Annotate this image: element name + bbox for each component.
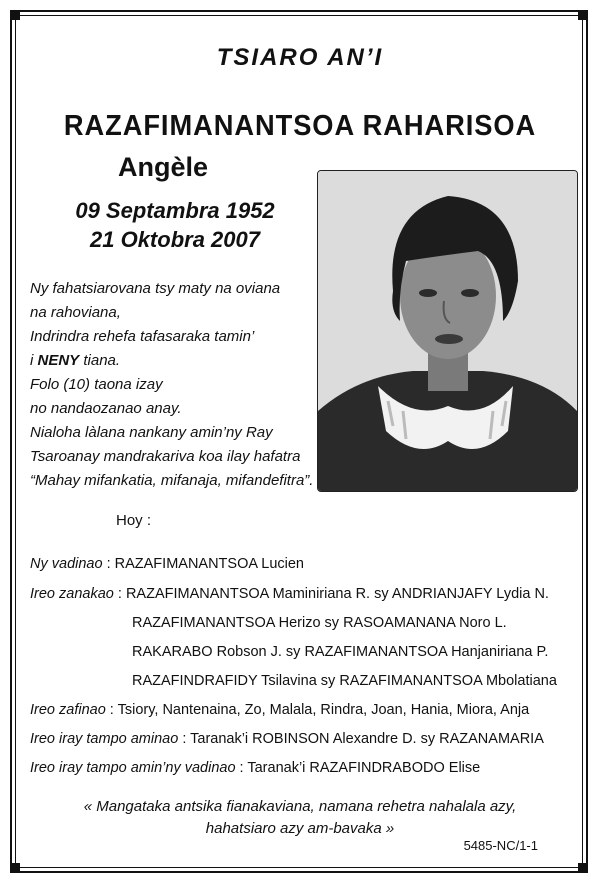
family-spouse	[30, 556, 304, 572]
family-value: Taranak’i RAZAFINDRABODO Elise	[247, 760, 481, 776]
birth-date: 09 Septambra 1952	[75, 198, 275, 223]
poem-line: no nandaozanao anay.	[30, 400, 182, 417]
family-label: Ireo iray tampo aminao	[30, 731, 179, 747]
quote-line: hahatsiaro azy am-bavaka »	[205, 820, 395, 837]
hoy-label: Hoy :	[116, 512, 152, 529]
portrait-photo	[317, 170, 578, 492]
memorial-poem	[30, 277, 313, 493]
family-grandchildren	[30, 702, 529, 718]
poem-line: Indrindra rehefa tafasaraka tamin’	[30, 328, 255, 345]
heading: TSIARO AN’I	[216, 44, 384, 71]
family-child: RAZAFINDRAFIDY Tsilavina sy RAZAFIMANANTSOA Mbolatiana	[132, 673, 557, 689]
poem-line: Folo (10) taona izay	[30, 376, 163, 393]
death-date: 21 Oktobra 2007	[90, 227, 260, 252]
corner-ornament	[10, 863, 20, 873]
separator: :	[105, 702, 118, 718]
corner-ornament	[578, 10, 588, 20]
separator: :	[113, 586, 126, 602]
family-child: RAZAFIMANANTSOA Herizo sy RASOAMANANA Noro L.	[132, 615, 507, 631]
poem-line: na rahoviana,	[30, 304, 121, 321]
poem-line: Ny fahatsiarovana tsy maty na oviana	[30, 280, 281, 297]
family-label: Ireo iray tampo amin’ny vadinao	[30, 760, 236, 776]
corner-ornament	[578, 863, 588, 873]
family-label: Ireo zanakao	[30, 586, 114, 602]
family-label: Ny vadinao	[30, 556, 103, 572]
family-child: RAKARABO Robson J. sy RAZAFIMANANTSOA Hanjaniriana P.	[132, 644, 549, 660]
separator: :	[235, 760, 248, 776]
family-children	[30, 586, 549, 602]
poem-line: Nialoha làlana nankany amin’ny Ray	[30, 424, 273, 441]
reference-number: 5485-NC/1-1	[463, 838, 538, 853]
separator: :	[102, 556, 115, 572]
quote-line: « Mangataka antsika fianakaviana, namana rehetra nahalala azy,	[83, 798, 517, 815]
family-spouse-siblings	[30, 760, 480, 776]
poem-line: Tsaroanay mandrakariva koa ilay hafatra	[30, 448, 301, 465]
poem-bold-word: NENY	[37, 352, 80, 369]
separator: :	[178, 731, 191, 747]
family-siblings	[30, 731, 544, 747]
poem-line	[30, 349, 313, 373]
closing-quote	[0, 796, 600, 840]
family-label: Ireo zafinao	[30, 702, 106, 718]
deceased-surname: RAZAFIMANANTSOA RAHARISOA	[63, 110, 537, 142]
corner-ornament	[10, 10, 20, 20]
poem-line-suffix: tiana.	[79, 352, 121, 369]
family-value: RAZAFIMANANTSOA Lucien	[114, 556, 304, 572]
poem-line: “Mahay mifankatia, mifanaja, mifandefitra”.	[30, 472, 314, 489]
dates	[40, 196, 310, 254]
poem-line-prefix: i	[30, 352, 38, 369]
deceased-first-name: Angèle	[118, 152, 209, 182]
family-value: Taranak’i ROBINSON Alexandre D. sy RAZANAMARIA	[190, 731, 544, 747]
family-value: RAZAFIMANANTSOA Maminiriana R. sy ANDRIANJAFY Lydia N.	[125, 586, 549, 602]
family-value: Tsiory, Nantenaina, Zo, Malala, Rindra, Joan, Hania, Miora, Anja	[117, 702, 530, 718]
